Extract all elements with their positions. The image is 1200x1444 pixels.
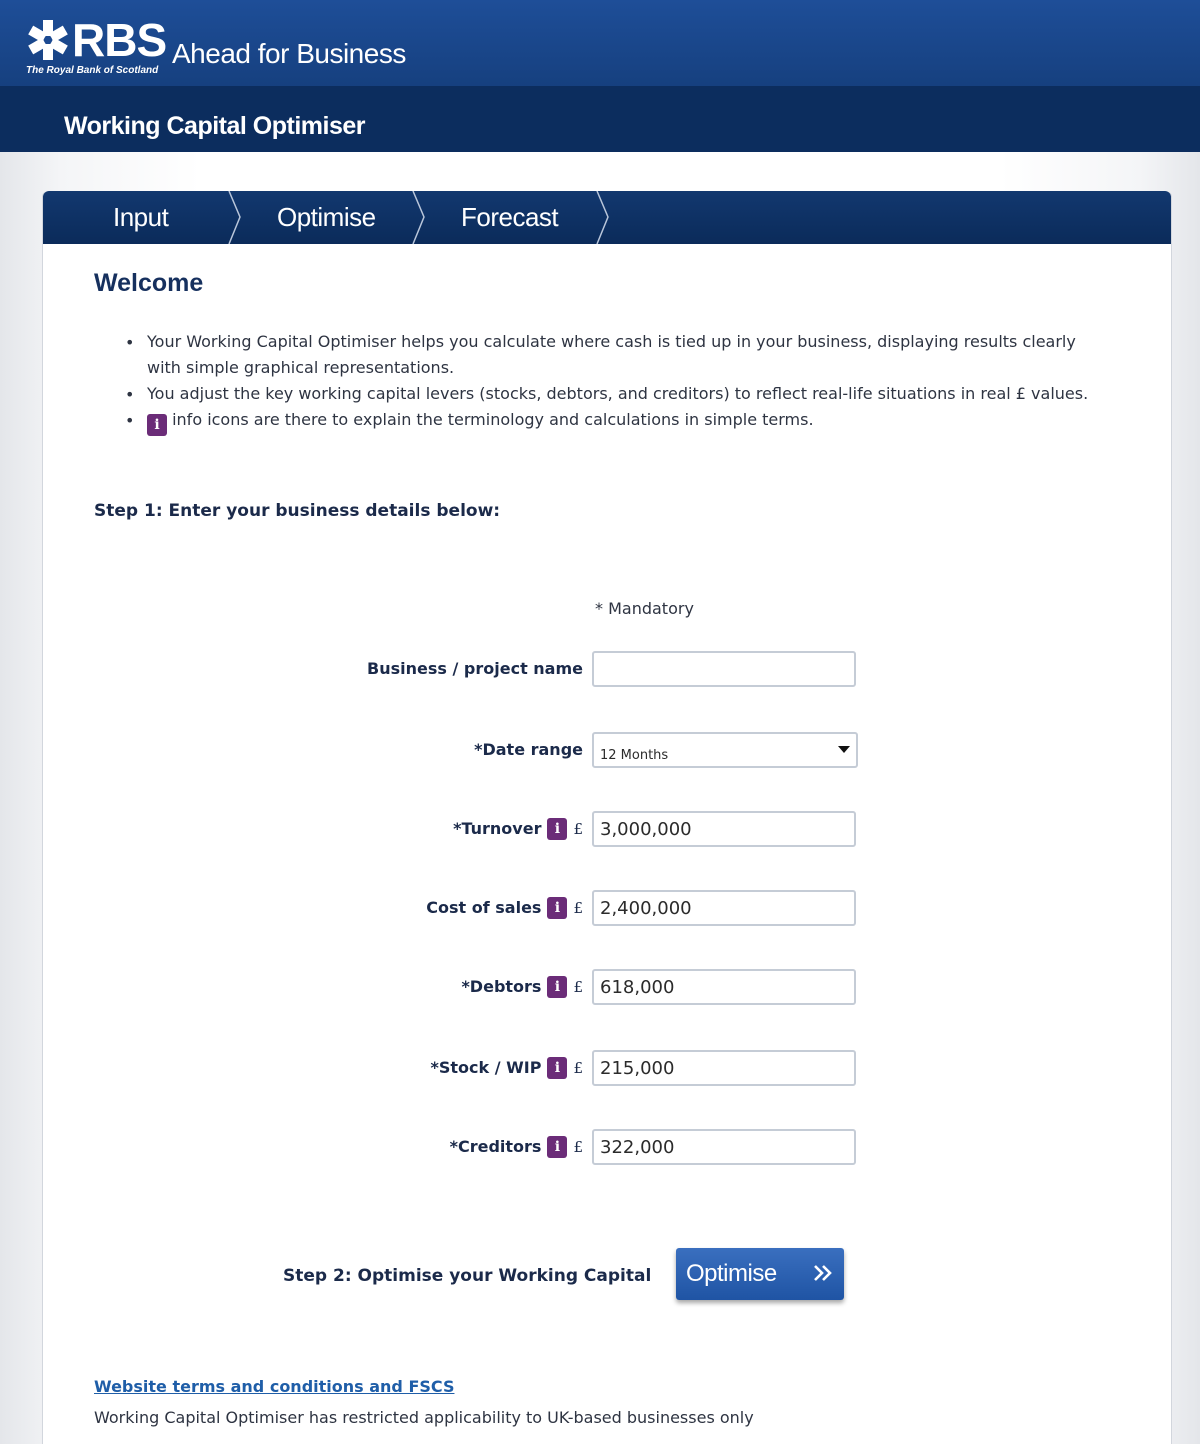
brand-slogan: Ahead for Business xyxy=(172,38,406,69)
terms-link[interactable]: Website terms and conditions and FSCS xyxy=(94,1377,455,1396)
cost-of-sales-input[interactable] xyxy=(592,890,856,926)
rbs-daisy-wheel-icon xyxy=(26,18,70,62)
label-text: Cost of sales xyxy=(426,898,542,917)
logo-tagline: The Royal Bank of Scotland xyxy=(26,65,159,76)
form-row-creditors xyxy=(43,1129,1171,1165)
intro-text: Your Working Capital Optimiser helps you calculate where cash is tied up in your business, displaying results clearly with simple graphical representations. xyxy=(147,332,1076,377)
currency-symbol: £ xyxy=(573,899,583,917)
date-range-value: 12 Months xyxy=(600,748,669,763)
list-item xyxy=(125,381,1105,407)
label-text: *Creditors xyxy=(449,1137,542,1156)
form-row-debtors xyxy=(43,969,1171,1005)
business-name-label xyxy=(367,651,583,687)
main-panel xyxy=(42,191,1172,1444)
welcome-heading: Welcome xyxy=(94,269,204,297)
brand-header xyxy=(0,0,1200,86)
bullet-icon: • xyxy=(125,385,135,404)
chevron-right-icon xyxy=(227,191,243,244)
app-title: Working Capital Optimiser xyxy=(64,112,365,140)
intro-text: info icons are there to explain the terminology and calculations in simple terms. xyxy=(172,410,814,429)
cost-of-sales-label xyxy=(426,890,583,926)
step1-heading: Step 1: Enter your business details below: xyxy=(94,501,501,521)
intro-text: You adjust the key working capital levers (stocks, debtors, and creditors) to reflect real-life situations in real £ values. xyxy=(147,384,1089,403)
business-name-input[interactable] xyxy=(592,651,856,687)
bullet-icon: • xyxy=(125,411,135,430)
chevron-right-icon xyxy=(411,191,427,244)
intro-list xyxy=(125,329,1105,436)
currency-symbol: £ xyxy=(573,820,583,838)
form-row-turnover xyxy=(43,811,1171,847)
creditors-label xyxy=(450,1129,583,1165)
debtors-label xyxy=(461,969,583,1005)
optimise-button-label: Optimise xyxy=(686,1260,777,1287)
label-text: Business / project name xyxy=(367,659,583,678)
label-text: *Debtors xyxy=(461,977,542,996)
rbs-logo[interactable] xyxy=(26,14,167,80)
label-text: *Stock / WIP xyxy=(430,1058,542,1077)
logo-wordmark: RBS xyxy=(72,14,167,66)
mandatory-note: * Mandatory xyxy=(595,599,694,618)
form-row-cost-of-sales xyxy=(43,890,1171,926)
restriction-note: Working Capital Optimiser has restricted applicability to UK-based businesses only xyxy=(94,1408,754,1427)
form-row-business-name xyxy=(43,651,1171,687)
currency-symbol: £ xyxy=(573,978,583,996)
form-row-stock-wip xyxy=(43,1050,1171,1086)
double-chevron-right-icon xyxy=(812,1262,834,1284)
info-icon[interactable]: i xyxy=(547,1057,567,1079)
form-row-date-range xyxy=(43,732,1171,768)
step-tabs xyxy=(43,191,1171,244)
tab-input[interactable]: Input xyxy=(113,202,169,232)
turnover-label xyxy=(453,811,583,847)
info-icon[interactable]: i xyxy=(547,1136,567,1158)
currency-symbol: £ xyxy=(573,1138,583,1156)
currency-symbol: £ xyxy=(573,1059,583,1077)
creditors-input[interactable] xyxy=(592,1129,856,1165)
step2-heading: Step 2: Optimise your Working Capital xyxy=(283,1266,652,1286)
label-text: *Date range xyxy=(474,740,583,759)
list-item xyxy=(125,329,1105,381)
info-icon[interactable]: i xyxy=(547,976,567,998)
tab-forecast[interactable]: Forecast xyxy=(461,202,559,232)
debtors-input[interactable] xyxy=(592,969,856,1005)
list-item xyxy=(125,407,1105,436)
label-text: *Turnover xyxy=(453,819,542,838)
bullet-icon: • xyxy=(125,333,135,352)
optimise-button[interactable] xyxy=(676,1248,844,1300)
date-range-select[interactable] xyxy=(592,732,858,768)
info-icon[interactable]: i xyxy=(547,897,567,919)
turnover-input[interactable] xyxy=(592,811,856,847)
date-range-label xyxy=(474,732,583,768)
chevron-right-icon xyxy=(595,191,611,244)
tab-optimise[interactable]: Optimise xyxy=(277,202,376,232)
stock-wip-label xyxy=(430,1050,583,1086)
dropdown-arrow-icon xyxy=(838,746,850,753)
stock-wip-input[interactable] xyxy=(592,1050,856,1086)
info-icon: i xyxy=(147,414,167,436)
info-icon[interactable]: i xyxy=(547,818,567,840)
